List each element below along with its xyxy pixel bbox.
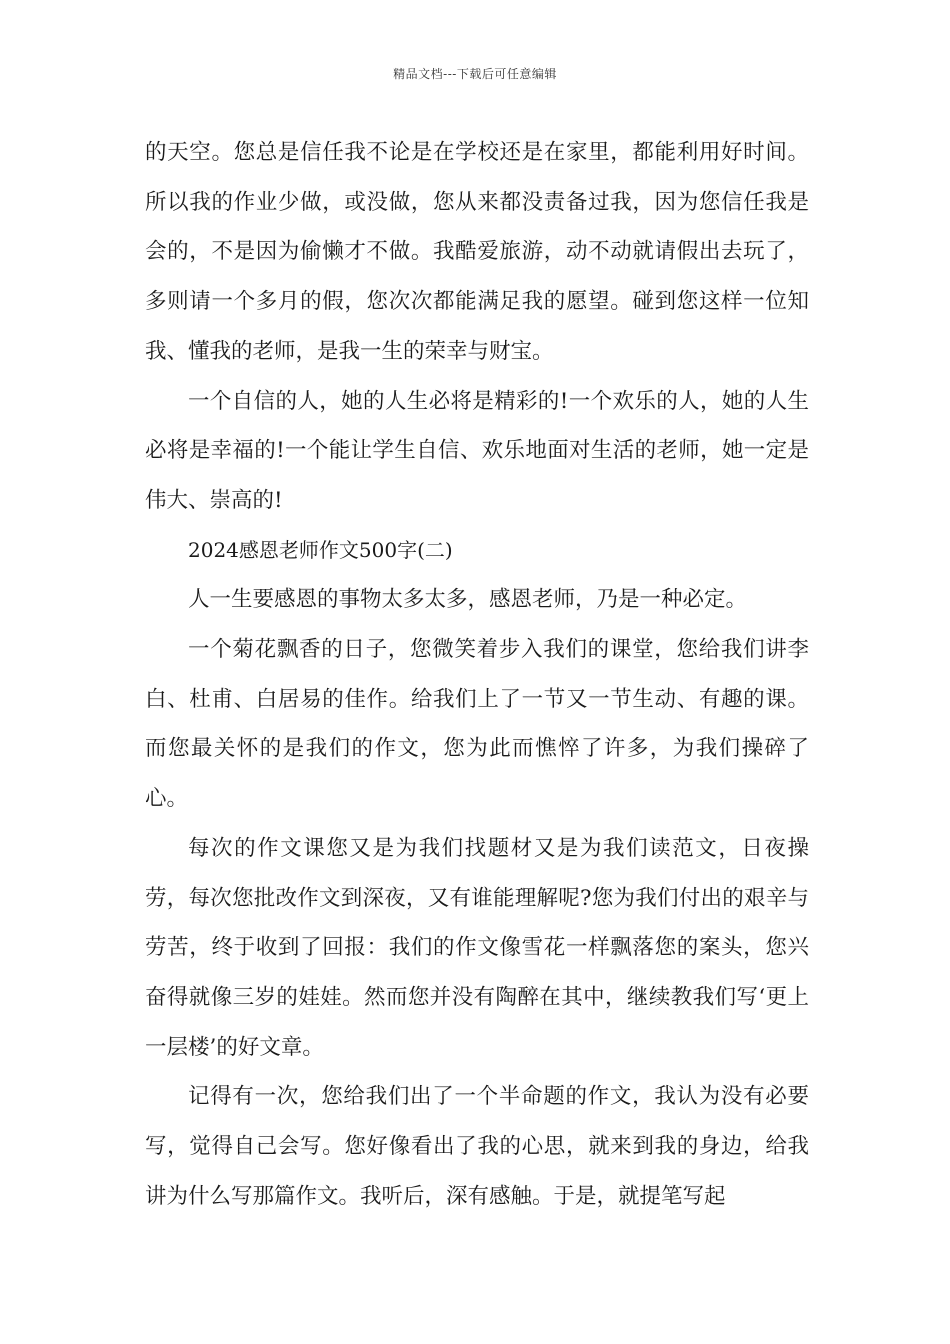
- paragraph: 记得有一次，您给我们出了一个半命题的作文，我认为没有必要写，觉得自己会写。您好像看出了我的心思，就来到我的身边，给我讲为什么写那篇作文。我听后，深有感触。于是，就提笔写起: [145, 1084, 809, 1209]
- paragraph: 每次的作文课您又是为我们找题材又是为我们读范文，日夜操劳，每次您批改作文到深夜，又有谁能理解呢?您为我们付出的艰辛与劳苦，终于收到了回报：我们的作文像雪花一样飘落您的案头，您兴奋得就像三岁的娃娃。然而您并没有陶醉在其中，继续教我们写‘更上一层楼’的好文章。: [145, 835, 809, 1060]
- section-heading: 2024感恩老师作文500字(二): [188, 537, 453, 562]
- paragraph: 人一生要感恩的事物太多太多，感恩老师，乃是一种必定。: [188, 587, 748, 613]
- paragraph: 一个菊花飘香的日子，您微笑着步入我们的课堂，您给我们讲李白、杜甫、白居易的佳作。给我们上了一节又一节生动、有趣的课。而您最关怀的是我们的作文，您为此而憔悴了许多，为我们操碎了心。: [145, 637, 809, 812]
- paragraph: 一个自信的人，她的人生必将是精彩的!一个欢乐的人，她的人生必将是幸福的!一个能让学生自信、欢乐地面对生活的老师，她一定是伟大、崇高的!: [145, 388, 809, 513]
- paragraph-continuation: 的天空。您总是信任我不论是在学校还是在家里，都能利用好时间。所以我的作业少做，或没做，您从来都没责备过我，因为您信任我是会的，不是因为偷懒才不做。我酷爱旅游，动不动就请假出去玩了，多则请一个多月的假，您次次都能满足我的愿望。碰到您这样一位知我、懂我的老师，是我一生的荣幸与财宝。: [145, 140, 809, 364]
- document-body: [145, 128, 809, 1221]
- page-header: 精品文档---下载后可任意编辑: [393, 67, 557, 81]
